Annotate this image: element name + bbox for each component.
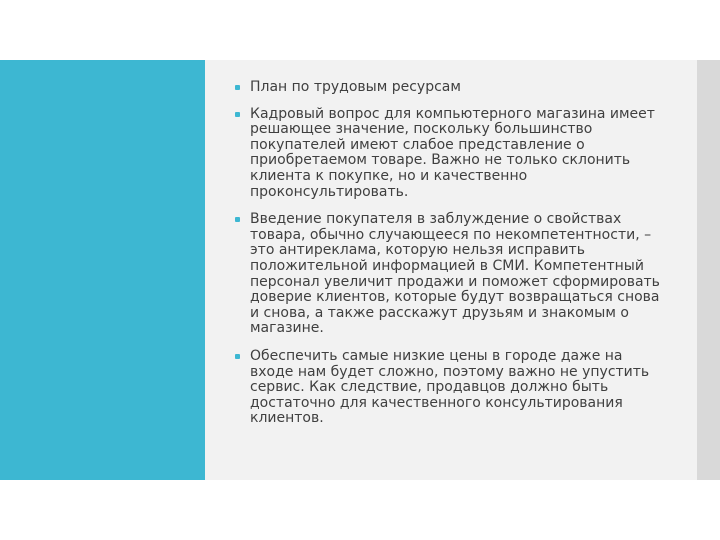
- list-item: [232, 107, 662, 201]
- bullet-text: Введение покупателя в заблуждение о свойствах товара, обычно случающееся по некомпетентности, – это антиреклама, которую нельзя исправить положительной информацией в СМИ. Компетентный персонал увеличит продажи и поможет сформировать доверие клиентов, которые будут возвращаться снова и снова, а также расскажут друзьям и знакомым о магазине.: [250, 211, 660, 337]
- bullet-icon: [235, 217, 240, 222]
- bullet-icon: [235, 112, 240, 117]
- bullet-text: Кадровый вопрос для компьютерного магазина имеет решающее значение, поскольку большинство покупателей имеют слабое представление о приобретаемом товаре. Важно не только склонить клиента к покупке, но и качественно проконсультировать.: [250, 105, 655, 200]
- list-item: [232, 212, 662, 337]
- bullet-text: Обеспечить самые низкие цены в городе даже на входе нам будет сложно, поэтому важно не упустить сервис. Как следствие, продавцов должно быть достаточно для качественного консультирования клиентов.: [250, 347, 650, 427]
- list-item: [232, 80, 662, 96]
- bullet-text: План по трудовым ресурсам: [250, 79, 461, 95]
- bullet-icon: [235, 354, 240, 359]
- bullet-list: [232, 80, 662, 439]
- accent-panel: [0, 60, 205, 480]
- right-stripe: [697, 60, 720, 480]
- bullet-icon: [235, 85, 240, 90]
- list-item: [232, 349, 662, 427]
